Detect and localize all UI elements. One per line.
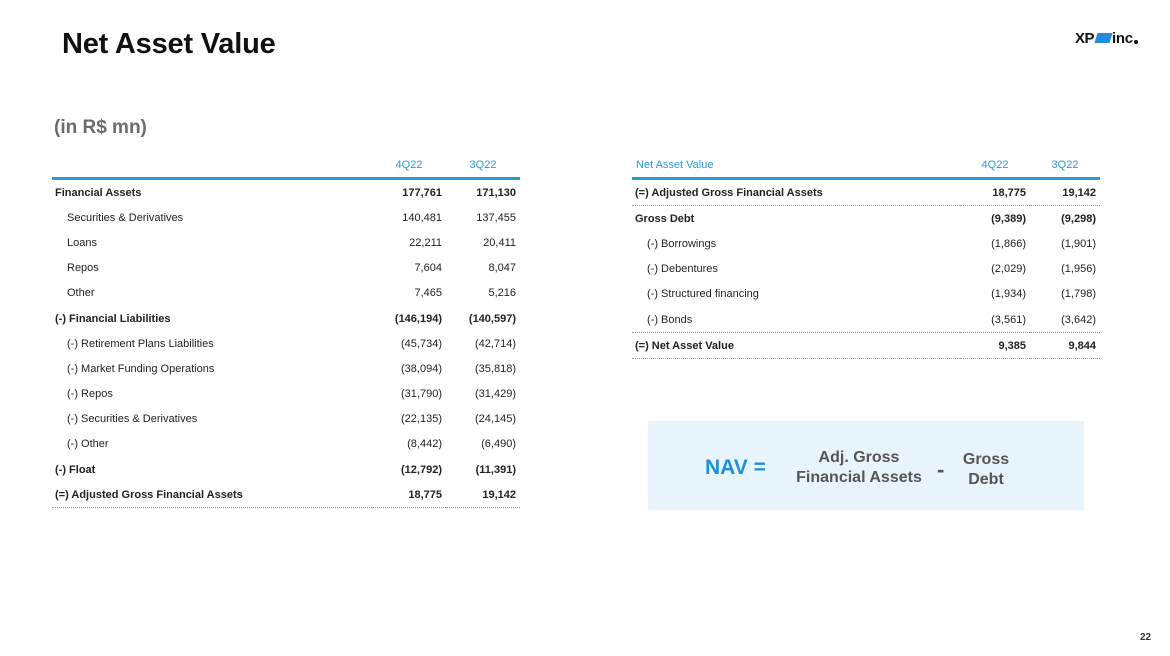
table-row — [632, 307, 1100, 333]
table-row — [52, 407, 520, 432]
term2-line1: Gross — [962, 451, 1010, 468]
net-asset-value-table — [632, 153, 1100, 359]
value-4q22: (1,866) — [991, 237, 1026, 250]
table-row — [52, 205, 520, 230]
row-label: Gross Debt — [635, 212, 695, 225]
row-label: (-) Repos — [67, 388, 113, 401]
row-label: (=) Net Asset Value — [632, 333, 960, 359]
nav-formula-box — [648, 421, 1084, 510]
financial-assets-table — [52, 153, 520, 508]
header-3q22: 3Q22 — [1030, 153, 1100, 179]
table-row — [632, 231, 1100, 256]
row-label: Loans — [67, 236, 97, 249]
table-row — [52, 179, 520, 206]
value-3q22: 171,130 — [476, 186, 516, 199]
table-row — [52, 230, 520, 255]
value-4q22: (2,029) — [991, 263, 1026, 276]
page-title: Net Asset Value — [62, 28, 276, 60]
table-row — [52, 331, 520, 356]
term1-line2: Financial Assets — [796, 469, 922, 486]
row-label: Other — [67, 287, 95, 300]
header-4q22: 4Q22 — [372, 153, 446, 179]
row-label: (-) Float — [55, 463, 96, 476]
value-4q22: 7,604 — [414, 262, 442, 275]
table-total-row — [52, 482, 520, 508]
value-3q22: (42,714) — [475, 337, 516, 350]
table-row — [52, 306, 520, 331]
table-row — [632, 206, 1100, 232]
value-3q22: 19,142 — [1030, 179, 1100, 206]
value-4q22: (22,135) — [401, 413, 442, 426]
row-label: Securities & Derivatives — [67, 211, 184, 224]
logo-inc-text: inc — [1112, 29, 1133, 47]
table-row — [632, 257, 1100, 282]
value-4q22: (31,790) — [401, 388, 442, 401]
row-label: (-) Debentures — [647, 263, 718, 276]
row-label: (-) Securities & Derivatives — [67, 413, 198, 426]
page-number: 22 — [1140, 632, 1152, 643]
value-3q22: (1,901) — [1061, 237, 1096, 250]
logo-xp-text: XP — [1075, 29, 1095, 47]
table-row — [632, 179, 1100, 206]
formula-nav-label: NAV = — [705, 456, 766, 479]
table-row — [52, 457, 520, 482]
value-3q22: (35,818) — [475, 362, 516, 375]
logo-bar-icon — [1094, 33, 1112, 43]
value-3q22: 19,142 — [446, 482, 520, 508]
logo-dot-icon — [1134, 40, 1138, 44]
term1-line1: Adj. Gross — [818, 449, 900, 466]
value-3q22: (3,642) — [1030, 307, 1100, 333]
table-header-row — [632, 153, 1100, 179]
formula-minus-operator: - — [937, 457, 945, 482]
value-4q22: (45,734) — [401, 337, 442, 350]
header-4q22: 4Q22 — [960, 153, 1030, 179]
header-label: Net Asset Value — [632, 153, 960, 179]
value-3q22: (140,597) — [468, 312, 516, 325]
xp-inc-logo — [1075, 28, 1138, 48]
row-label: (-) Financial Liabilities — [55, 312, 171, 325]
term2-line2: Debt — [968, 471, 1004, 488]
table-row — [52, 281, 520, 306]
value-4q22: (146,194) — [394, 312, 442, 325]
header-3q22: 3Q22 — [446, 153, 520, 179]
value-3q22: 9,844 — [1030, 333, 1100, 359]
value-3q22: (1,798) — [1061, 288, 1096, 301]
value-3q22: (9,298) — [1061, 212, 1096, 225]
value-4q22: 9,385 — [960, 333, 1030, 359]
table-row — [52, 382, 520, 407]
row-label: (-) Borrowings — [647, 237, 717, 250]
row-label: (-) Other — [67, 438, 109, 451]
value-3q22: (24,145) — [475, 413, 516, 426]
value-4q22: (38,094) — [401, 362, 442, 375]
value-4q22: (12,792) — [401, 463, 442, 476]
row-label: (-) Retirement Plans Liabilities — [67, 337, 214, 350]
value-3q22: 5,216 — [488, 287, 516, 300]
table-total-row — [632, 333, 1100, 359]
row-label: (-) Structured financing — [647, 288, 759, 301]
value-3q22: (6,490) — [481, 438, 516, 451]
row-label: Repos — [67, 262, 99, 275]
value-4q22: 7,465 — [414, 287, 442, 300]
value-4q22: 18,775 — [960, 179, 1030, 206]
value-4q22: 177,761 — [402, 186, 442, 199]
value-3q22: (11,391) — [475, 463, 516, 476]
value-4q22: 140,481 — [402, 211, 442, 224]
row-label: (-) Bonds — [632, 307, 960, 333]
value-4q22: (8,442) — [407, 438, 442, 451]
value-3q22: (1,956) — [1061, 263, 1096, 276]
table-row — [52, 356, 520, 381]
formula-term-adj-gross-financial-assets — [788, 448, 930, 488]
units-subtitle: (in R$ mn) — [54, 117, 147, 138]
row-label: (=) Adjusted Gross Financial Assets — [52, 482, 372, 508]
value-4q22: (9,389) — [991, 212, 1026, 225]
header-label — [52, 153, 372, 179]
value-3q22: 8,047 — [488, 262, 516, 275]
value-3q22: 137,455 — [476, 211, 516, 224]
table-row — [632, 282, 1100, 307]
value-4q22: 18,775 — [372, 482, 446, 508]
table-row — [52, 256, 520, 281]
formula-term-gross-debt — [956, 450, 1016, 490]
table-row — [52, 432, 520, 457]
value-4q22: (1,934) — [991, 288, 1026, 301]
table-header-row — [52, 153, 520, 179]
row-label: Financial Assets — [55, 186, 142, 199]
value-4q22: (3,561) — [960, 307, 1030, 333]
row-label: (=) Adjusted Gross Financial Assets — [632, 179, 960, 206]
value-3q22: (31,429) — [475, 388, 516, 401]
value-3q22: 20,411 — [483, 236, 516, 249]
value-4q22: 22,211 — [409, 236, 442, 249]
row-label: (-) Market Funding Operations — [67, 362, 215, 375]
